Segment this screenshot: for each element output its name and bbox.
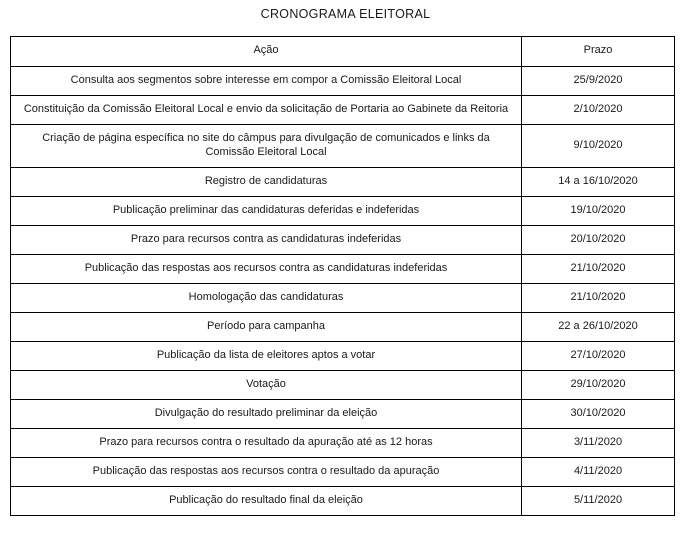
table-row: [11, 125, 675, 168]
deadline-cell: 29/10/2020: [522, 371, 675, 400]
deadline-cell: 21/10/2020: [522, 255, 675, 284]
action-cell: Publicação preliminar das candidaturas deferidas e indeferidas: [11, 197, 522, 226]
action-cell: Votação: [11, 371, 522, 400]
deadline-cell: 20/10/2020: [522, 226, 675, 255]
table-header-row: [11, 37, 675, 67]
table-row: [11, 168, 675, 197]
table-row: [11, 313, 675, 342]
action-cell: Constituição da Comissão Eleitoral Local e envio da solicitação de Portaria ao Gabinete da Reitoria: [11, 96, 522, 125]
action-cell: Divulgação do resultado preliminar da eleição: [11, 400, 522, 429]
deadline-cell: 4/11/2020: [522, 458, 675, 487]
action-cell: Prazo para recursos contra o resultado da apuração até as 12 horas: [11, 429, 522, 458]
table-row: [11, 226, 675, 255]
action-cell: Publicação das respostas aos recursos contra as candidaturas indeferidas: [11, 255, 522, 284]
table-row: [11, 487, 675, 516]
table-row: [11, 284, 675, 313]
deadline-cell: 3/11/2020: [522, 429, 675, 458]
action-cell: Consulta aos segmentos sobre interesse em compor a Comissão Eleitoral Local: [11, 67, 522, 96]
table-row: [11, 371, 675, 400]
deadline-cell: 21/10/2020: [522, 284, 675, 313]
deadline-cell: 9/10/2020: [522, 125, 675, 168]
deadline-cell: 27/10/2020: [522, 342, 675, 371]
action-cell: Período para campanha: [11, 313, 522, 342]
action-cell: Publicação das respostas aos recursos contra o resultado da apuração: [11, 458, 522, 487]
table-row: [11, 429, 675, 458]
deadline-cell: 5/11/2020: [522, 487, 675, 516]
action-cell: Registro de candidaturas: [11, 168, 522, 197]
table-row: [11, 342, 675, 371]
table-row: [11, 96, 675, 125]
deadline-cell: 19/10/2020: [522, 197, 675, 226]
table-row: [11, 400, 675, 429]
table-row: [11, 255, 675, 284]
action-cell: Prazo para recursos contra as candidaturas indeferidas: [11, 226, 522, 255]
table-row: [11, 458, 675, 487]
deadline-cell: 30/10/2020: [522, 400, 675, 429]
action-cell: Publicação do resultado final da eleição: [11, 487, 522, 516]
table-head: [11, 37, 675, 67]
column-header-prazo: Prazo: [522, 37, 675, 67]
column-header-acao: Ação: [11, 37, 522, 67]
table-row: [11, 197, 675, 226]
deadline-cell: 25/9/2020: [522, 67, 675, 96]
deadline-cell: 14 a 16/10/2020: [522, 168, 675, 197]
deadline-cell: 2/10/2020: [522, 96, 675, 125]
page-title: CRONOGRAMA ELEITORAL: [260, 7, 431, 21]
table-body: [11, 67, 675, 516]
table-row: [11, 67, 675, 96]
action-cell: Publicação da lista de eleitores aptos a votar: [11, 342, 522, 371]
electoral-schedule-table: [10, 36, 675, 516]
action-cell: Homologação das candidaturas: [11, 284, 522, 313]
action-cell: Criação de página específica no site do câmpus para divulgação de comunicados e links da Comissão Eleitoral Local: [11, 125, 522, 168]
deadline-cell: 22 a 26/10/2020: [522, 313, 675, 342]
